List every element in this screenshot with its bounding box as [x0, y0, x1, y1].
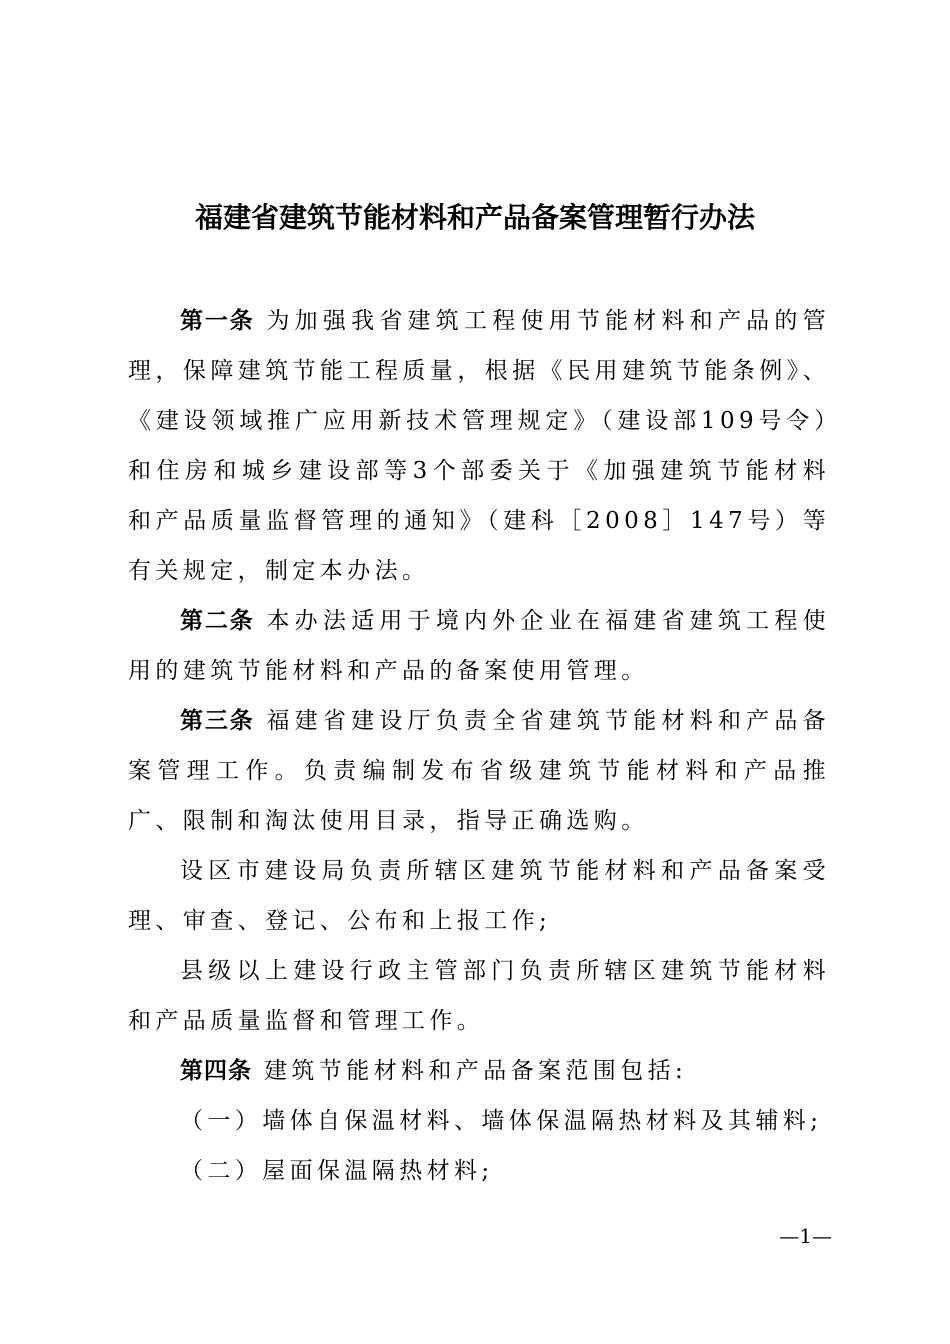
paragraph-text: 为加强我省建筑工程使用节能材料和产品的管理，保障建筑节能工程质量，根据《民用建筑节能条例》、《建设领域推广应用新技术管理规定》（建设部109号令）和住房和城乡建设部等3个部委关于《加强建筑节能材料和产品质量监督管理的通知》（建科［2008］147号）等有关规定，制定本办法。	[128, 308, 831, 584]
article-heading: 第三条	[180, 708, 255, 734]
article-heading: 第四条	[180, 1058, 252, 1084]
paragraph-text: 建筑节能材料和产品备案范围包括:	[264, 1058, 688, 1084]
list-item-2	[128, 1146, 830, 1196]
article-1-paragraph	[128, 296, 830, 596]
paragraph-text: 设区市建设局负责所辖区建筑节能材料和产品备案受理、审查、登记、公布和上报工作;	[128, 858, 830, 934]
article-3-clause-city	[128, 846, 830, 946]
article-2-paragraph	[128, 596, 830, 696]
article-3-clause-county	[128, 946, 830, 1046]
paragraph-text: （一）墙体自保温材料、墙体保温隔热材料及其辅料;	[180, 1108, 823, 1134]
page-number: —1—	[779, 1224, 832, 1248]
paragraph-text: （二）屋面保温隔热材料;	[180, 1158, 494, 1184]
article-heading: 第一条	[180, 308, 255, 334]
article-heading: 第二条	[180, 608, 255, 634]
article-3-paragraph	[128, 696, 830, 846]
list-item-1	[128, 1096, 830, 1146]
paragraph-text: 本办法适用于境内外企业在福建省建筑工程使用的建筑节能材料和产品的备案使用管理。	[128, 608, 831, 684]
document-body	[128, 296, 830, 1196]
article-4-paragraph	[128, 1046, 830, 1096]
paragraph-text: 县级以上建设行政主管部门负责所辖区建筑节能材料和产品质量监督和管理工作。	[128, 958, 830, 1034]
paragraph-text: 福建省建设厅负责全省建筑节能材料和产品备案管理工作。负责编制发布省级建筑节能材料和产品推广、限制和淘汰使用目录，指导正确选购。	[128, 708, 831, 834]
document-title: 福建省建筑节能材料和产品备案管理暂行办法	[194, 201, 755, 234]
